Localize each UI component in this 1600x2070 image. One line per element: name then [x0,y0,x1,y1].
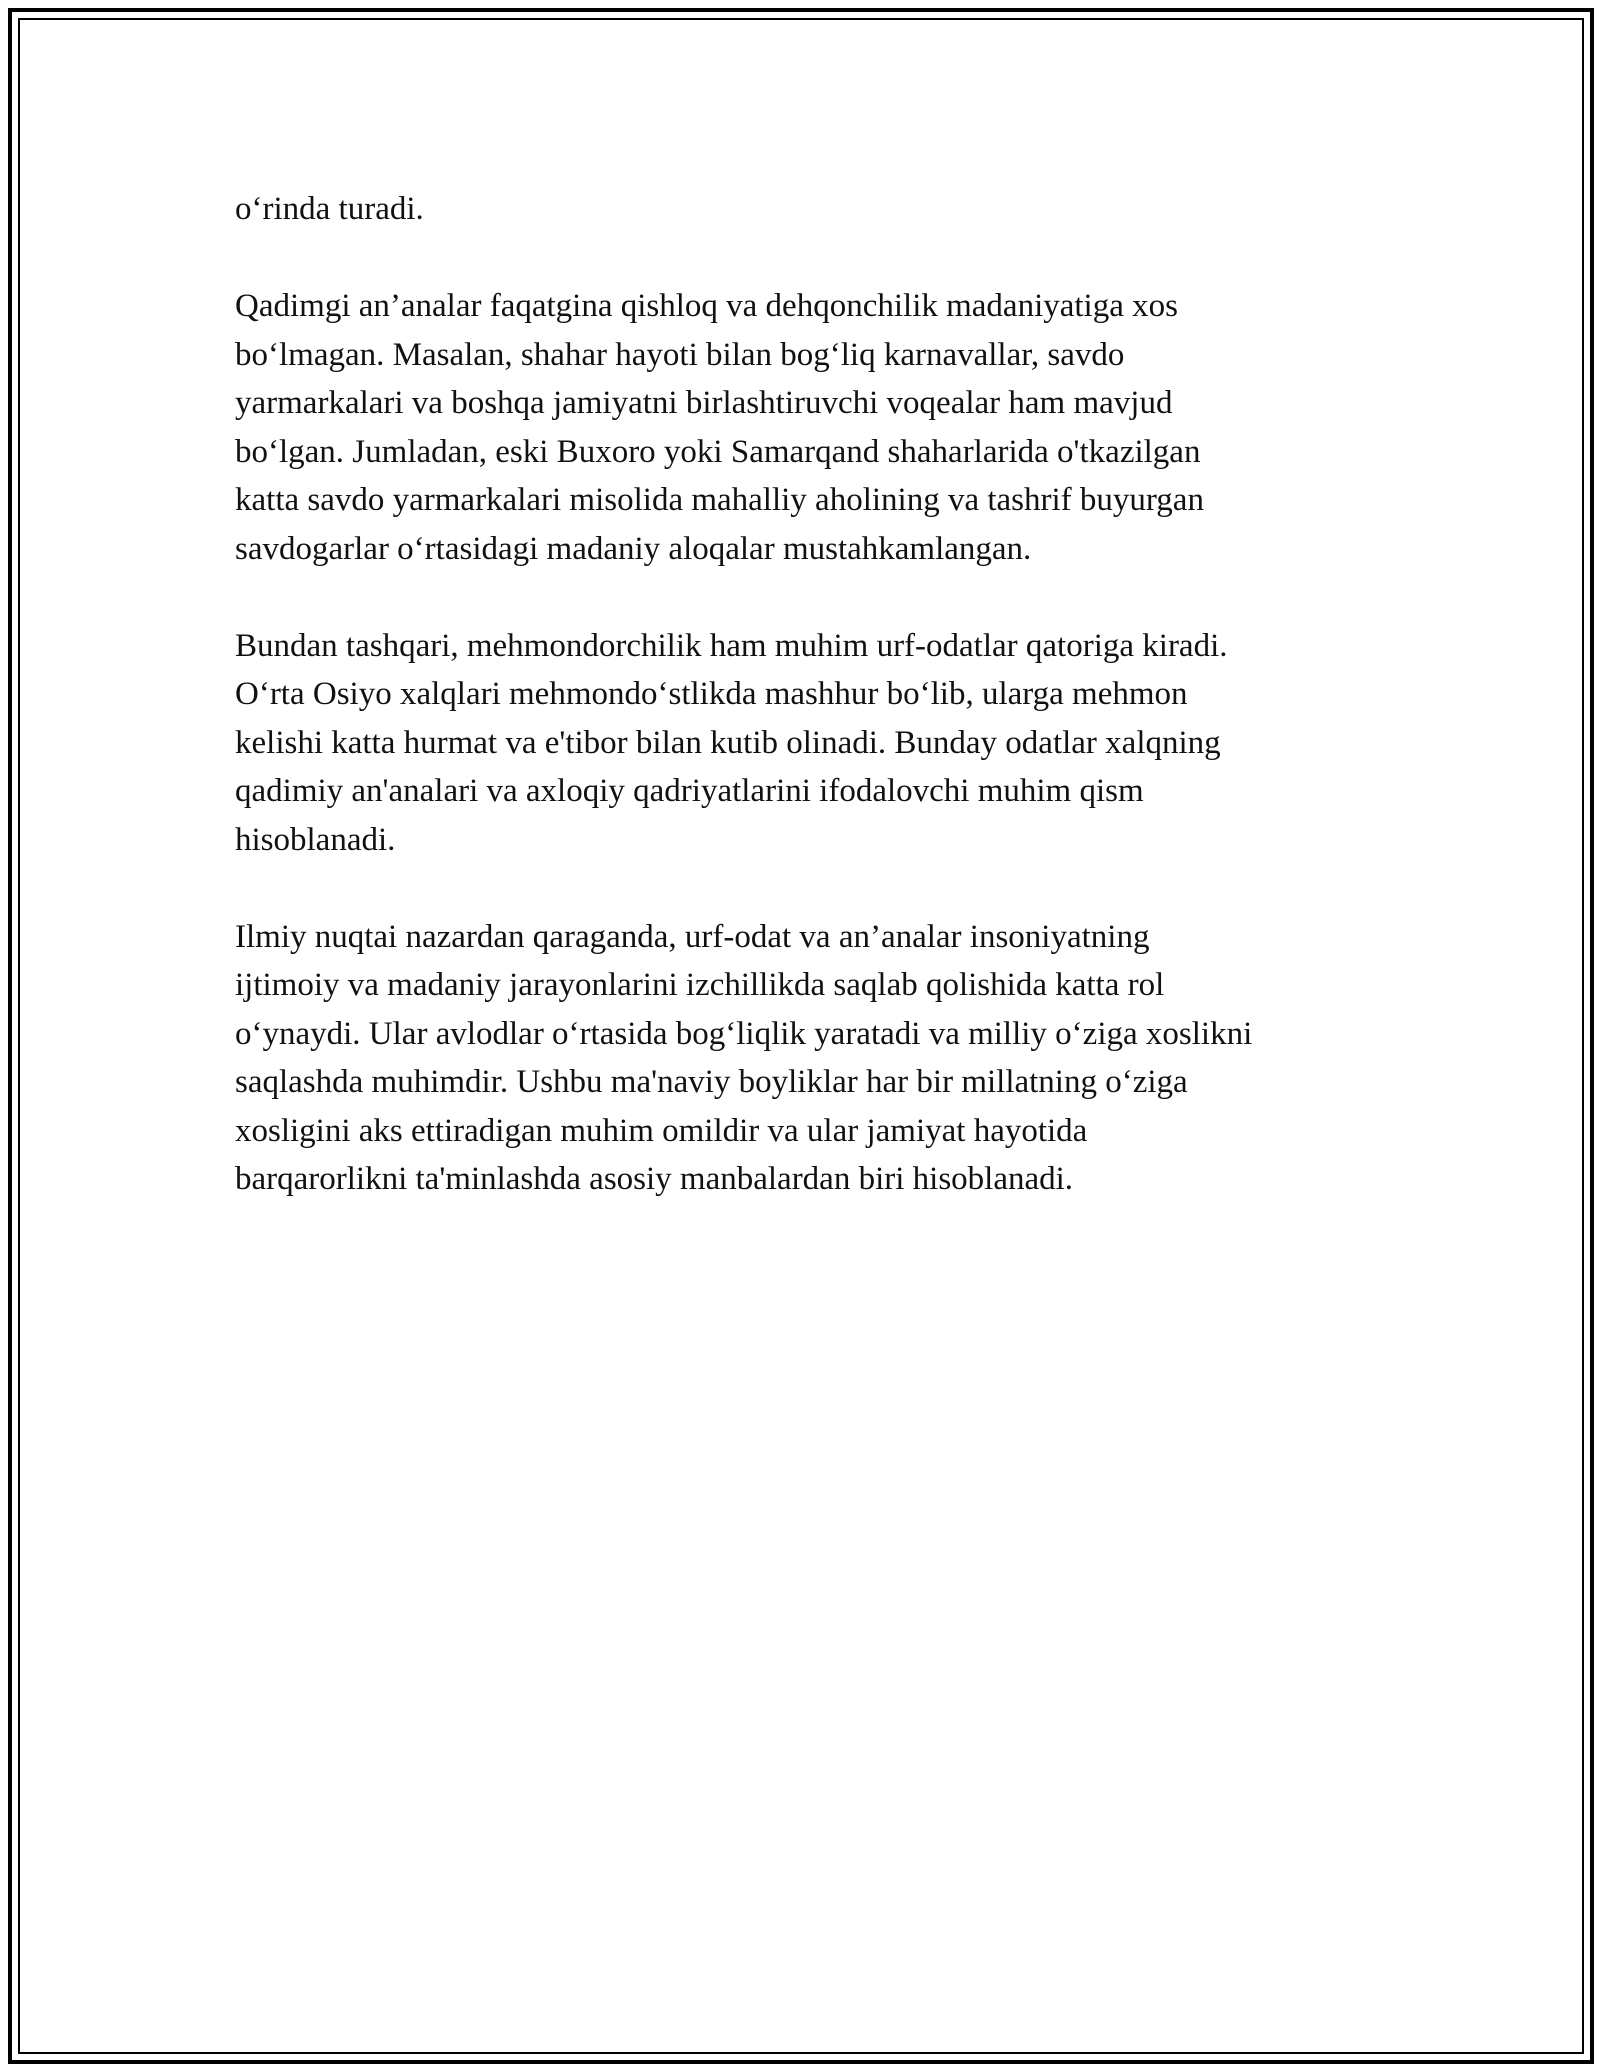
paragraph-line: kelishi katta hurmat va e'tibor bilan kutib olinadi. Bunday odatlar xalqning [235,724,1221,761]
paragraph-line: bo‘lmagan. Masalan, shahar hayoti bilan bog‘liq karnavallar, savdo [235,336,1125,373]
paragraph-4 [235,913,1385,1204]
paragraph-line: saqlashda muhimdir. Ushbu ma'naviy boyliklar har bir millatning o‘ziga [235,1064,1188,1100]
paragraph-line: Qadimgi an’analar faqatgina qishloq va dehqonchilik madaniyatiga xos [235,288,1178,324]
paragraph-line: o‘ynaydi. Ular avlodlar o‘rtasida bog‘liqlik yaratadi va milliy o‘ziga xoslikni [235,1015,1253,1052]
paragraph-line: bo‘lgan. Jumladan, eski Buxoro yoki Samarqand shaharlarida o'tkazilgan [235,433,1201,470]
paragraph-line: ijtimoiy va madaniy jarayonlarini izchillikda saqlab qolishida katta rol [235,967,1165,1003]
paragraph-line: yarmarkalari va boshqa jamiyatni birlashtiruvchi voqealar ham mavjud [235,385,1173,421]
paragraph-line: hisoblanadi. [235,821,396,858]
paragraph-line: barqarorlikni ta'minlashda asosiy manbalardan biri hisoblanadi. [235,1161,1074,1197]
paragraph-2 [235,282,1385,573]
document-body [235,185,1385,1252]
paragraph-line: savdogarlar o‘rtasidagi madaniy aloqalar mustahkamlangan. [235,530,1032,567]
paragraph-1 [235,185,1385,234]
paragraph-line: xosligini aks ettiradigan muhim omildir va ular jamiyat hayotida [235,1112,1088,1149]
paragraph-line: qadimiy an'analari va axloqiy qadriyatlarini ifodalovchi muhim qism [235,773,1144,809]
paragraph-line: O‘rta Osiyo xalqlari mehmondo‘stlikda mashhur bo‘lib, ularga mehmon [235,676,1188,712]
paragraph-line: Ilmiy nuqtai nazardan qaraganda, urf-odat va an’analar insoniyatning [235,918,1150,955]
paragraph-line: katta savdo yarmarkalari misolida mahalliy aholining va tashrif buyurgan [235,482,1204,518]
paragraph-line: o‘rinda turadi. [235,191,424,227]
paragraph-line: Bundan tashqari, mehmondorchilik ham muhim urf-odatlar qatoriga kiradi. [235,627,1228,664]
paragraph-3 [235,622,1385,865]
